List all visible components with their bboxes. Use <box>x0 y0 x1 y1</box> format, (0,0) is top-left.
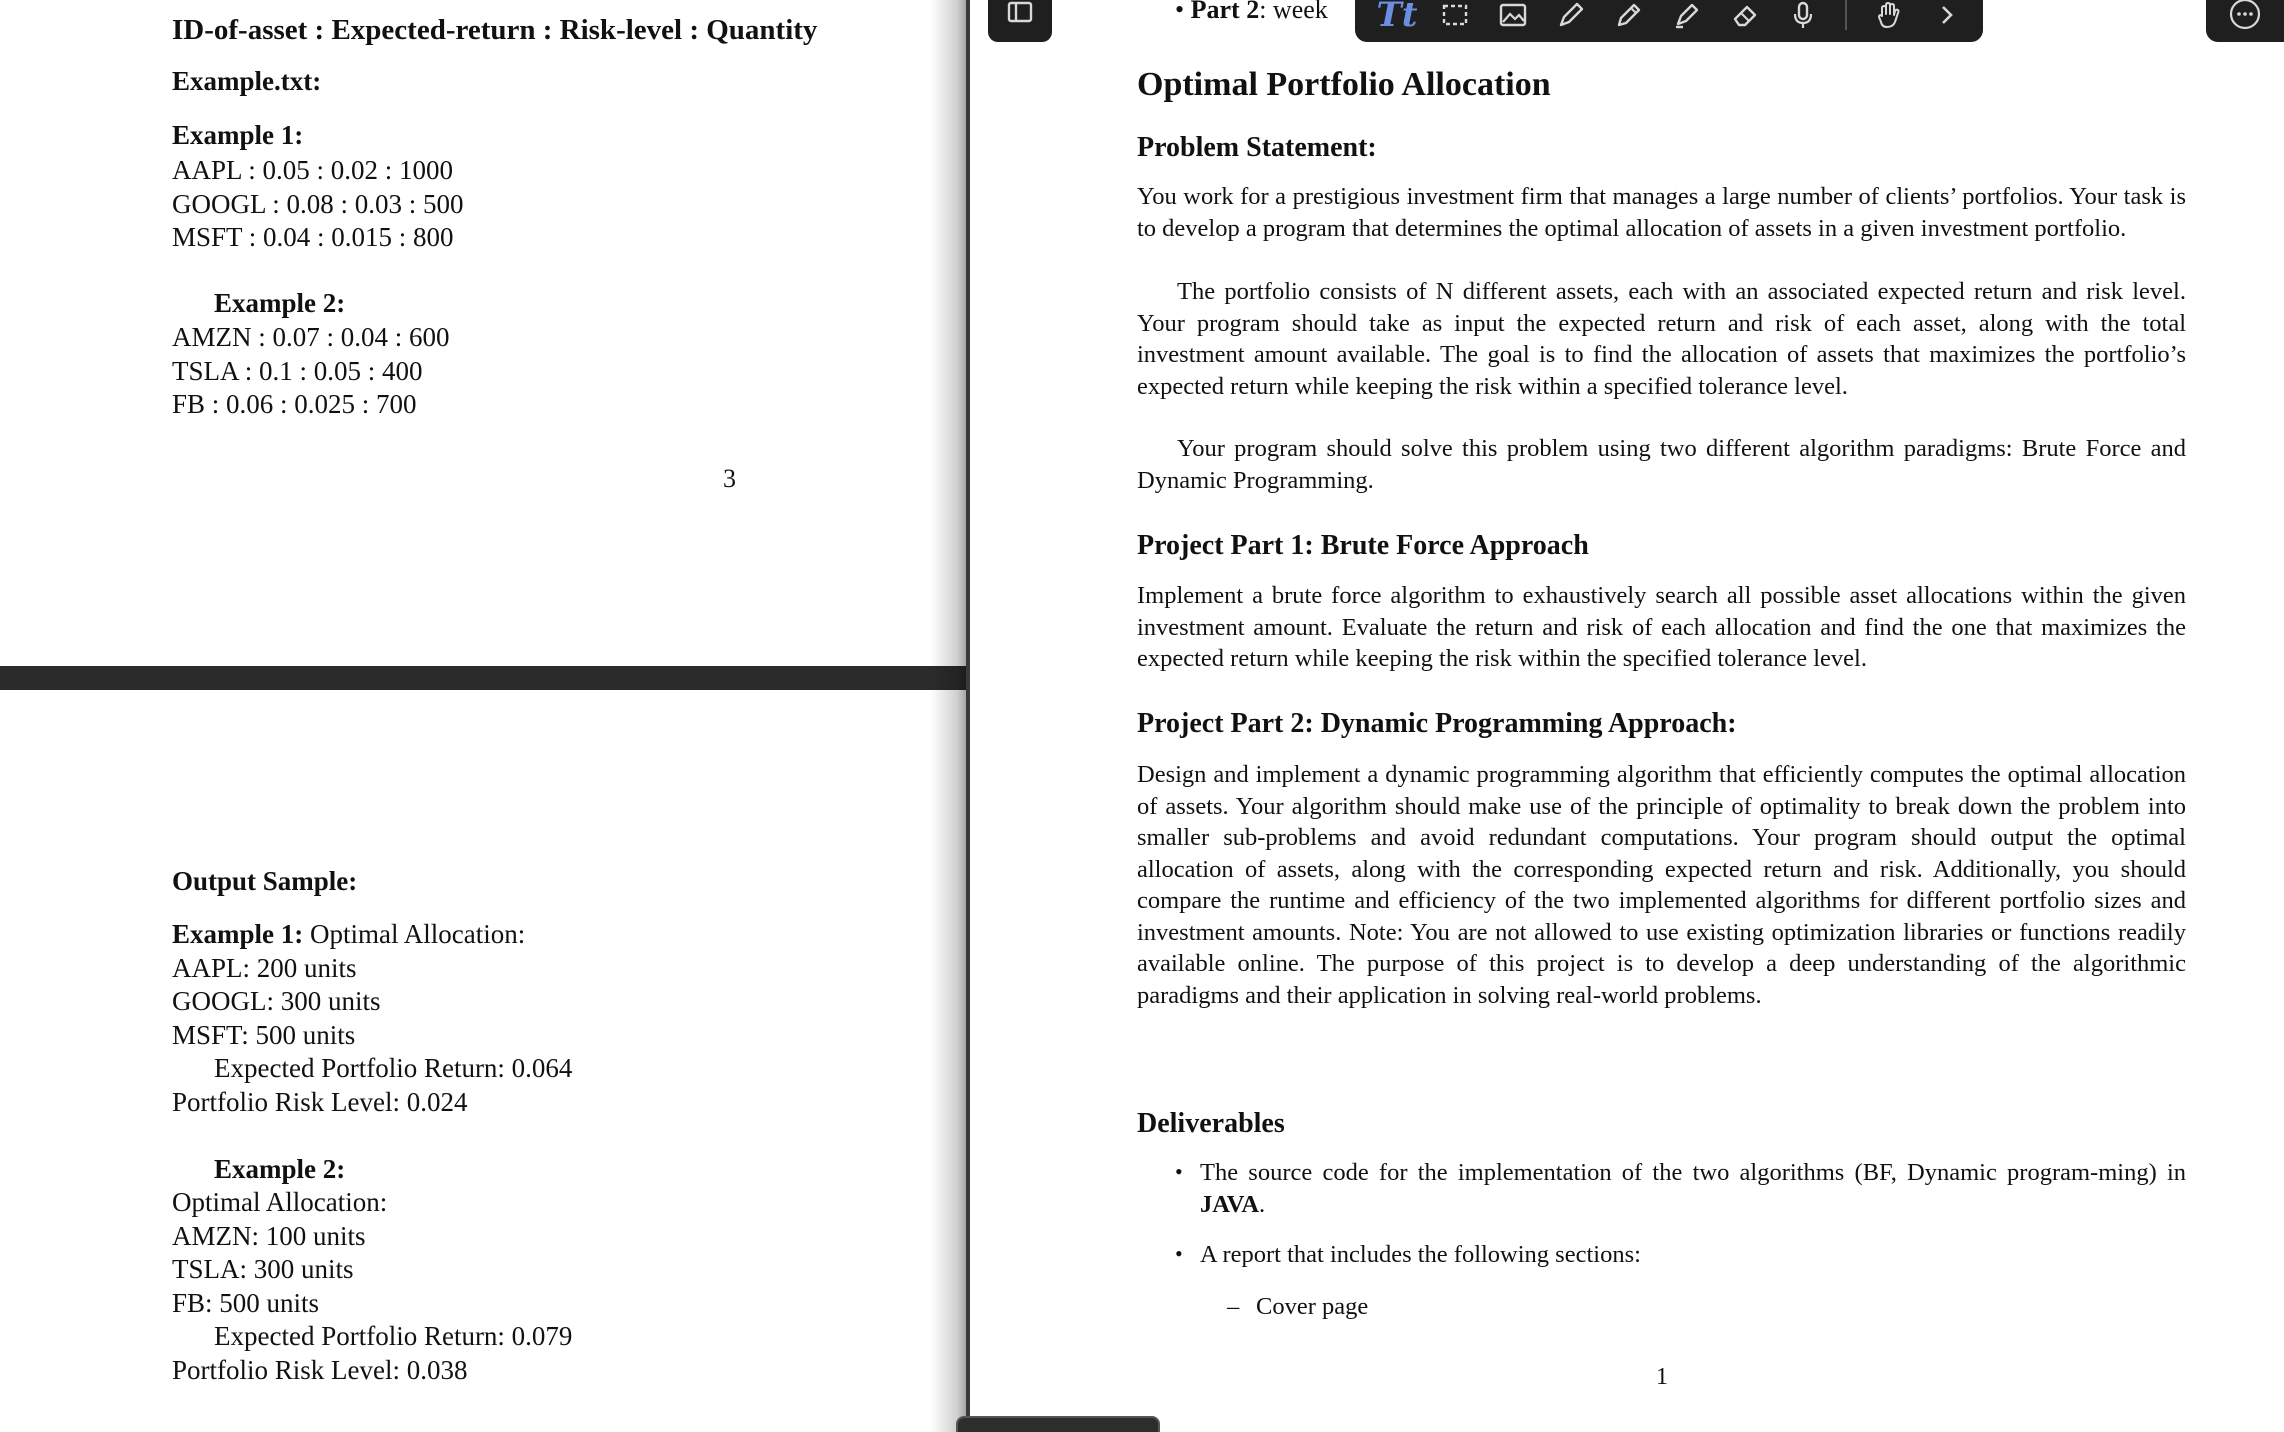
page-number: 1 <box>1656 1364 1668 1390</box>
output-example1-line: GOOGL: 300 units <box>172 986 381 1016</box>
highlighter-tool-button[interactable] <box>1665 0 1709 37</box>
right-document-pane[interactable] <box>970 0 2284 1432</box>
toolbar-next-button[interactable] <box>1925 0 1969 37</box>
image-icon <box>1497 0 1529 31</box>
deliverable-item <box>1200 1157 2186 1220</box>
pane-shadow <box>930 0 968 1432</box>
part2-paragraph: Design and implement a dynamic programming algorithm that efficiently computes the optimal allocation of assets. Your algorithm should make use of the principle of optimality to break down the problem into smaller sub-problems and avoid redundant computations. Your program should output the optimal allocation of assets, along with the corresponding expected return and risk. Additionally, you should compare the runtime and efficiency of the two implemented algorithms for different portfolio sizes and investment amounts. Note: You are not allowed to use existing optimization libraries or functions readily available online. The purpose of this project is to develop a deep understanding of the algorithmic paradigms and their application in solving real-world problems. <box>1137 761 2186 1009</box>
part2-rest: : week <box>1259 0 1328 24</box>
output-example2-label: Example 2: <box>214 1154 346 1184</box>
output-example2-heading: Optimal Allocation: <box>172 1187 388 1217</box>
pencil-tool-button[interactable] <box>1607 0 1651 37</box>
text-tool-button[interactable]: Tt <box>1376 0 1418 35</box>
input-example1-line: MSFT : 0.04 : 0.015 : 800 <box>172 222 454 252</box>
output-example2-return: Expected Portfolio Return: 0.079 <box>214 1321 573 1351</box>
input-example2-line: TSLA : 0.1 : 0.05 : 400 <box>172 356 423 386</box>
page-separator <box>0 666 968 690</box>
output-example1-heading <box>172 918 525 951</box>
output-example2-line: TSLA: 300 units <box>172 1254 354 1284</box>
selection-tool-button[interactable] <box>1433 0 1477 37</box>
microphone-button[interactable] <box>1781 0 1825 37</box>
deliverable1-text: The source code for the implementation of the two algorithms (BF, Dynamic program-ming) in <box>1200 1159 2186 1186</box>
image-tool-button[interactable] <box>1491 0 1535 37</box>
output-example1-return: Expected Portfolio Return: 0.064 <box>214 1053 573 1083</box>
output-example1-line: AAPL: 200 units <box>172 953 357 983</box>
pen-tool-button[interactable] <box>1549 0 1593 37</box>
problem-statement-heading: Problem Statement: <box>1137 132 1377 163</box>
subitem-cover-page: Cover page <box>1256 1293 1369 1320</box>
output-example2-line: AMZN: 100 units <box>172 1221 366 1251</box>
hand-tool-button[interactable] <box>1867 0 1911 37</box>
output-example1-risk: Portfolio Risk Level: 0.024 <box>172 1087 468 1117</box>
optimal-allocation-label: Optimal Allocation: <box>310 919 526 949</box>
eraser-tool-button[interactable] <box>1723 0 1767 37</box>
deliverable-item: A report that includes the following sections: <box>1200 1241 1641 1268</box>
part1-heading: Project Part 1: Brute Force Approach <box>1137 530 1589 561</box>
input-example1-line: GOOGL : 0.08 : 0.03 : 500 <box>172 189 464 219</box>
problem-statement-paragraph: You work for a prestigious investment firm that manages a large number of clients’ portfolios. Your task is to develop a program that determines the optimal allocation of assets in a given investment portfolio. <box>1137 183 2186 242</box>
hand-icon <box>1873 0 1905 31</box>
part1-paragraph: Implement a brute force algorithm to exhaustively search all possible asset allocations within the given investment amount. Evaluate the return and risk of each allocation and find the one that maximizes the expected return while keeping the risk within the specified tolerance level. <box>1137 582 2186 672</box>
page-4 <box>0 690 968 1432</box>
problem-statement-paragraph: Your program should solve this problem using two different algorithm paradigms: Brute Force and Dynamic Programming. <box>1137 435 2186 494</box>
bullet-dot: • <box>1175 1159 1183 1184</box>
input-example2-line: FB : 0.06 : 0.025 : 700 <box>172 389 417 419</box>
part2-bullet: • Part 2: week <box>1175 0 1328 26</box>
java-label: JAVA <box>1200 1190 1260 1218</box>
example-file-title: Example.txt: <box>172 66 322 96</box>
bullet-dot: • <box>1175 1241 1183 1266</box>
highlighter-icon <box>1671 0 1703 31</box>
input-format-header: ID-of-asset : Expected-return : Risk-level : Quantity <box>172 14 818 46</box>
deliverable1-end: . <box>1259 1190 1266 1218</box>
more-options-button[interactable] <box>2206 0 2284 42</box>
problem-statement-paragraph: The portfolio consists of N different assets, each with an associated expected return and risk level. Your program should take as input the expected return and risk of each asset, along with the total investment amount available. The goal is to find the allocation of assets that maximizes the portfolio’s expected return while keeping the risk within a specified tolerance level. <box>1137 278 2186 400</box>
scroll-handle[interactable] <box>956 1416 1160 1432</box>
lasso-select-icon <box>1439 0 1471 31</box>
part2-bold: Part 2 <box>1190 0 1260 24</box>
output-example1-line: MSFT: 500 units <box>172 1020 356 1050</box>
page-title: Optimal Portfolio Allocation <box>1137 66 1551 103</box>
eraser-icon <box>1729 0 1761 31</box>
page-number: 3 <box>723 464 736 493</box>
output-example2-line: FB: 500 units <box>172 1288 320 1318</box>
microphone-icon <box>1787 0 1819 31</box>
part2-heading: Project Part 2: Dynamic Programming Approach: <box>1137 708 1737 739</box>
output-example2-risk: Portfolio Risk Level: 0.038 <box>172 1355 468 1385</box>
pencil-icon <box>1613 0 1645 31</box>
input-example2-line: AMZN : 0.07 : 0.04 : 600 <box>172 322 450 352</box>
sidebar-toggle-button[interactable] <box>988 0 1052 42</box>
input-example1-title: Example 1: <box>172 120 304 150</box>
pen-icon <box>1555 0 1587 31</box>
page-3 <box>0 0 968 666</box>
more-icon <box>2228 0 2262 31</box>
left-document-pane[interactable] <box>0 0 968 1432</box>
sidebar-icon <box>1005 0 1035 32</box>
input-example2-title: Example 2: <box>214 288 346 318</box>
subitem-dash: – <box>1227 1293 1240 1320</box>
output-example1-label: Example 1: <box>172 919 304 949</box>
input-example1-line: AAPL : 0.05 : 0.02 : 1000 <box>172 155 454 185</box>
annotation-toolbar <box>1355 0 1983 42</box>
output-sample-title: Output Sample: <box>172 866 358 896</box>
toolbar-separator <box>1845 0 1847 30</box>
chevron-right-icon <box>1931 0 1963 31</box>
deliverables-heading: Deliverables <box>1137 1108 1285 1139</box>
